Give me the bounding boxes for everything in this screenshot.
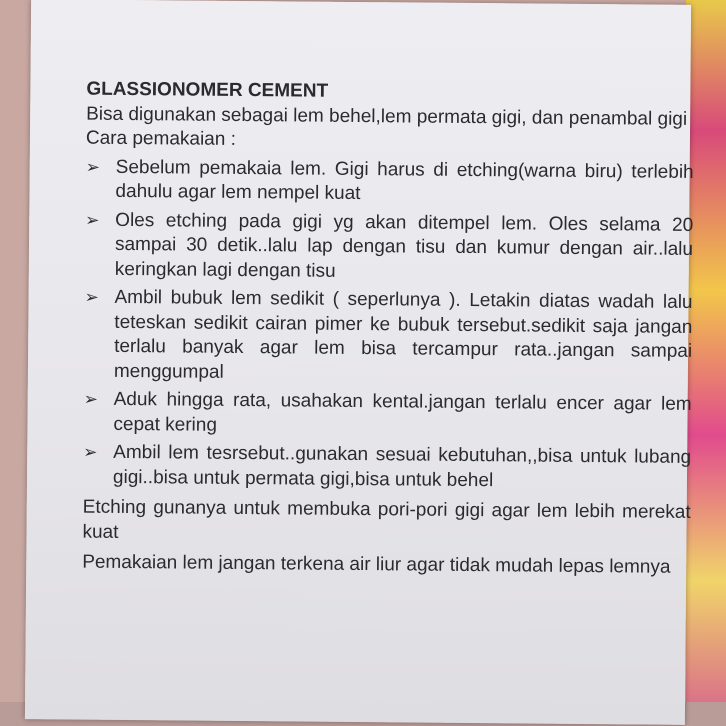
list-item [83,441,691,495]
list-item [85,155,693,209]
instruction-sheet [25,0,694,725]
steps-list [83,155,694,495]
arrow-bullet-icon: ➢ [84,287,99,307]
step-text: Ambil bubuk lem sedikit ( seperlunya ). Letakin diatas wadah lalu teteskan sedikit cairan pimer ke bubuk tersebut.sedikit saja jangan terlalu banyak agar lem bisa tercampur rata..jangan sampai menggumpal [113,286,693,383]
step-text: Ambil lem tesrsebut..gunakan sesuai kebutuhan,,bisa untuk lubang gigi..bisa untuk permata gigi,bisa untuk behel [112,441,692,491]
list-item [84,286,693,389]
arrow-bullet-icon: ➢ [85,210,100,230]
sheet-content [82,78,694,581]
list-item [85,208,694,287]
arrow-bullet-icon: ➢ [83,389,98,409]
arrow-bullet-icon: ➢ [85,157,101,177]
intro-text: Bisa digunakan sebagai lem behel,lem permata gigi, dan penambal gigi [86,103,688,130]
arrow-bullet-icon: ➢ [83,442,98,462]
step-text: Oles etching pada gigi yg akan ditempel lem. Oles selama 20 sampai 30 detik..lalu lap dengan tisu dan kumur dengan air..lalu keringkan lagi dengan tisu [114,209,694,282]
etching-note: Etching gunanya untuk membuka pori-pori gigi agar lem lebih merekat kuat [82,496,691,543]
step-text: Aduk hingga rata, usahakan kental.jangan terlalu encer agar lem cepat kering [113,388,692,436]
saliva-note: Pemakaian lem jangan terkena air liur agar tidak mudah lepas lemnya [82,551,671,578]
list-item [83,388,691,442]
step-text: Sebelum pemakaia lem. Gigi harus di etching(warna biru) terlebih dahulu agar lem nempel kuat [115,156,694,205]
document-title: GLASSIONOMER CEMENT [86,78,329,102]
usage-heading: Cara pemakaian : [85,127,236,150]
